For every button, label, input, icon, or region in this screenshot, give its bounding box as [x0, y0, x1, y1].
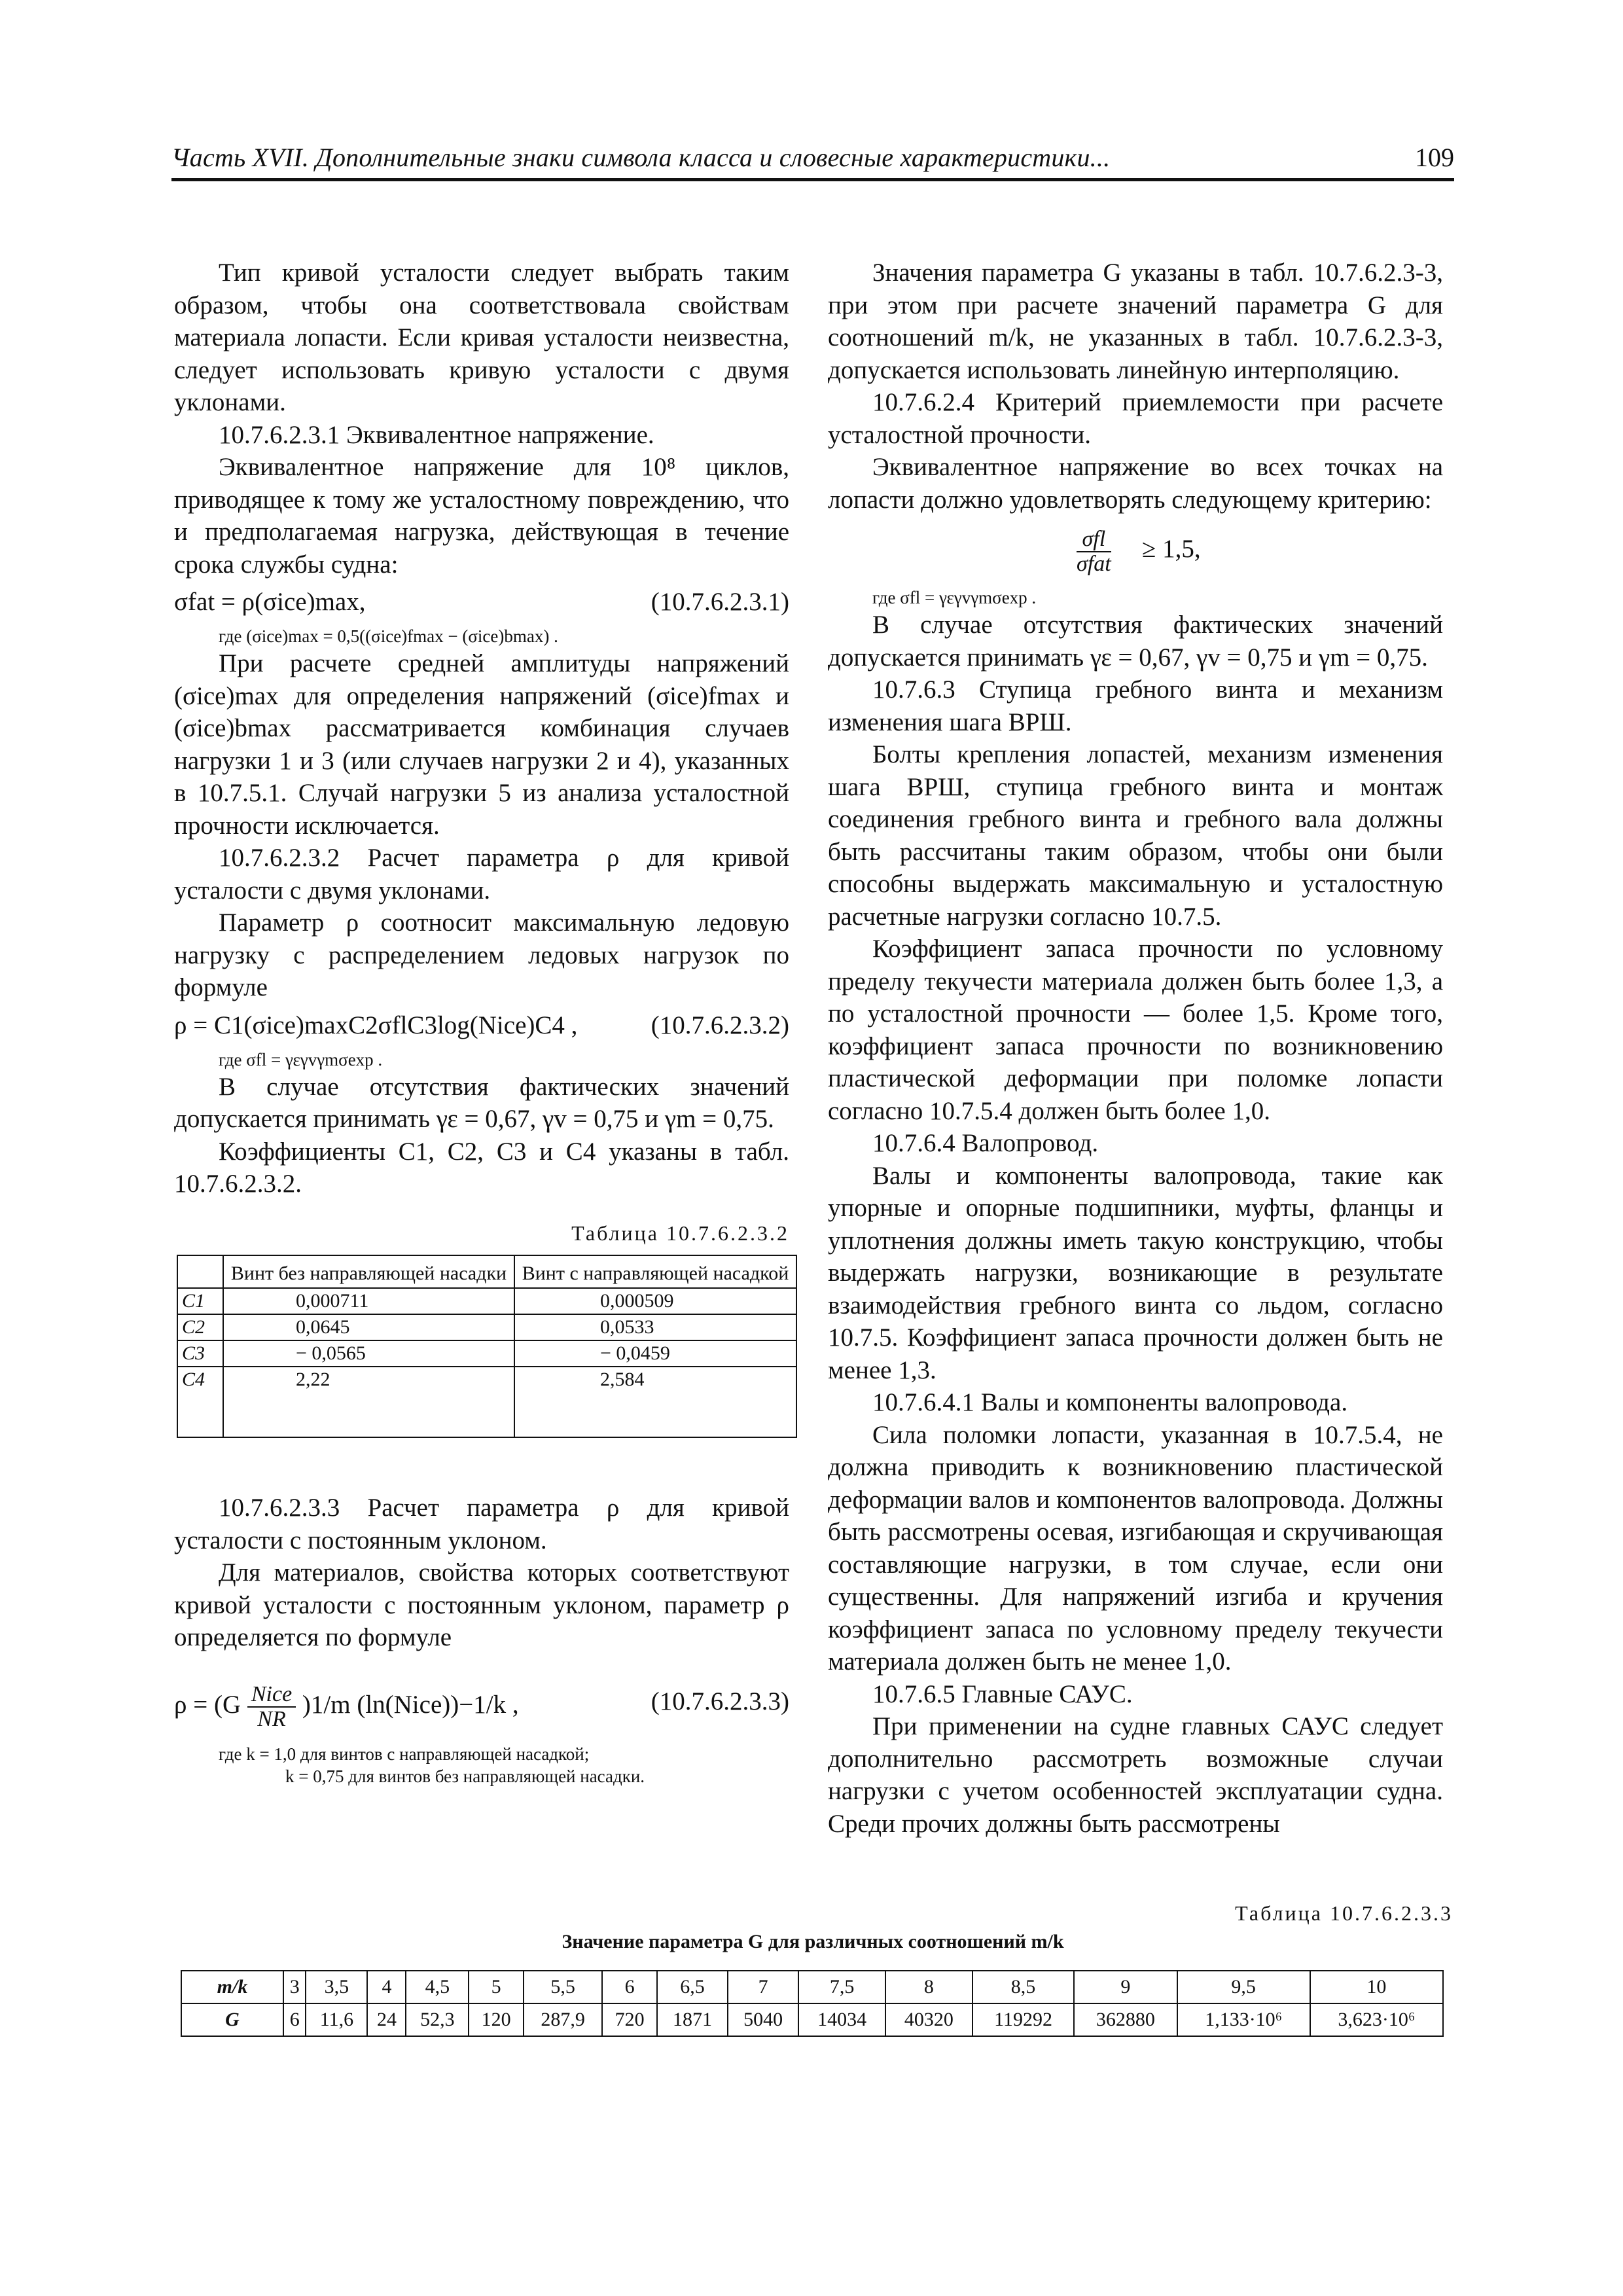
criterion-rhs: ≥ 1,5,	[1142, 535, 1201, 563]
formula-where: где k = 1,0 для винтов с направляющей насадкой;	[219, 1744, 590, 1764]
equation-number: (10.7.6.2.3.3)	[651, 1687, 789, 1715]
table-cell: 8	[885, 1971, 972, 2003]
table-cell: 287,9	[524, 2003, 602, 2036]
paragraph: Параметр ρ соотносит максимальную ледовую нагрузку с распределением ледовых нагрузок по формуле	[174, 908, 789, 1001]
table-header: Винт без направляющей насадки	[223, 1255, 514, 1288]
paragraph: В случае отсутствия фактических значений допускается принимать γε = 0,67, γv = 0,75 и γm = 0,75.	[174, 1072, 789, 1133]
section-heading: 10.7.6.2.3.3 Расчет параметра ρ для кривой усталости с постоянным уклоном.	[174, 1494, 789, 1554]
page-header	[171, 137, 1454, 181]
table-cell: 2,584	[514, 1367, 796, 1437]
table-cell: 40320	[885, 2003, 972, 2036]
table-cell: − 0,0565	[223, 1340, 514, 1367]
paragraph: Тип кривой усталости следует выбрать таким образом, чтобы она соответствовала свойствам материала лопасти. Если кривая усталости неизвестна, следует использовать кривую усталости с двумя уклонами.	[174, 259, 789, 416]
table-cell: 4,5	[406, 1971, 469, 2003]
formula-10-7-6-2-3-1	[174, 586, 789, 622]
formula-10-7-6-2-3-3	[174, 1668, 789, 1740]
section-heading: 10.7.6.4 Валопровод.	[872, 1129, 1099, 1157]
paragraph: Коэффициенты C1, C2, C3 и C4 указаны в табл. 10.7.6.2.3.2.	[174, 1137, 789, 1198]
table-cell: 5,5	[524, 1971, 602, 2003]
section-heading: 10.7.6.4.1 Валы и компоненты валопровода.	[872, 1388, 1348, 1416]
paragraph: Коэффициент запаса прочности по условному пределу текучести материала должен быть более 1,3, а по усталостной прочности — более 1,5. Кроме того, коэффициент запаса прочности по возникновению пластической деформации при поломке лопасти согласно 10.7.5.4 должен быть более 1,0.	[828, 935, 1443, 1125]
formula-expression	[174, 1683, 519, 1731]
section-heading: 10.7.6.2.3.2 Расчет параметра ρ для кривой усталости с двумя уклонами.	[174, 844, 789, 905]
paragraph: Значения параметра G указаны в табл. 10.7.6.2.3-3, при этом при расчете значений параметра G для соотношений m/k, не указанных в табл. 10.7.6.2.3-3, допускается использовать линейную интерполяцию.	[828, 259, 1443, 384]
table-cell: 362880	[1074, 2003, 1177, 2036]
table-cell: 9	[1074, 1971, 1177, 2003]
table-header: Винт с направляющей насадкой	[514, 1255, 796, 1288]
table-cell: 4	[367, 1971, 406, 2003]
paragraph: В случае отсутствия фактических значений допускается принимать γε = 0,67, γv = 0,75 и γm = 0,75.	[828, 611, 1443, 672]
table-cell: C2	[177, 1314, 223, 1340]
paragraph: Для материалов, свойства которых соответствуют кривой усталости с постоянным уклоном, параметр ρ определяется по формуле	[174, 1558, 789, 1651]
fraction	[247, 1683, 296, 1731]
table-cell: 14034	[798, 2003, 885, 2036]
table-cell: 11,6	[306, 2003, 367, 2036]
table-header-empty	[177, 1255, 223, 1288]
table-cell: 52,3	[406, 2003, 469, 2036]
table-title: Значение параметра G для различных соотношений m/k	[562, 1931, 1064, 1952]
section-heading: 10.7.6.2.3.1 Эквивалентное напряжение.	[219, 420, 654, 449]
table-row	[181, 1971, 1443, 2003]
paragraph: Сила поломки лопасти, указанная в 10.7.5.4, не должна приводить к возникновению пластической деформации валов и компонентов валопровода. Должны быть рассмотрены осевая, изгибающая и скручивающая составляющие нагрузки, в том случае, если они существенны. Для напряжений изгиба и кручения коэффициент запаса по условному пределу текучести материала должен быть не менее 1,0.	[828, 1420, 1443, 1676]
table-cell: 119292	[972, 2003, 1075, 2036]
paragraph: Эквивалентное напряжение для 10⁸ циклов, приводящее к тому же усталостному повреждению, что и предполагаемая нагрузка, действующая в течение срока службы судна:	[174, 453, 789, 579]
table-row	[177, 1288, 796, 1314]
table-row	[177, 1340, 796, 1367]
table-cell: 24	[367, 2003, 406, 2036]
paragraph: Эквивалентное напряжение во всех точках на лопасти должно удовлетворять следующему критерию:	[828, 453, 1443, 514]
paragraph: При расчете средней амплитуды напряжений (σice)max для определения напряжений (σice)fmax и (σice)bmax рассматривается комбинация случаев нагрузки 1 и 3 (или случаев нагрузки 2 и 4), указанных в 10.7.5.1. Случай нагрузки 5 из анализа усталостной прочности исключается.	[174, 649, 789, 840]
table-row	[177, 1314, 796, 1340]
formula-where: где (σice)max = 0,5((σice)fmax − (σice)bmax) .	[219, 626, 558, 646]
g-parameter-table	[181, 1970, 1444, 2037]
table-row	[181, 2003, 1443, 2036]
formula-where: где σfl = γεγvγmσexp .	[872, 588, 1037, 607]
table-cell: C3	[177, 1340, 223, 1367]
table-cell: 3,623·10⁶	[1310, 2003, 1443, 2036]
equation-number: (10.7.6.2.3.2)	[651, 1011, 789, 1039]
table-cell: 7	[728, 1971, 798, 2003]
table-cell: 9,5	[1177, 1971, 1310, 2003]
page-number: 109	[1415, 143, 1454, 172]
table-cell: 1,133·10⁶	[1177, 2003, 1310, 2036]
table-cell: 6,5	[657, 1971, 728, 2003]
fraction-denominator: NR	[257, 1706, 286, 1731]
formula-lhs: ρ = (G	[174, 1690, 241, 1719]
fraction-numerator: σfl	[1077, 528, 1111, 552]
formula-expression: σfat = ρ(σice)max,	[174, 588, 366, 616]
table-cell: 0,0645	[223, 1314, 514, 1340]
row-label: G	[181, 2003, 283, 2036]
table-caption: Таблица 10.7.6.2.3.3	[1235, 1901, 1453, 1925]
criterion-formula	[828, 521, 1443, 586]
right-column	[828, 257, 1443, 1840]
fraction-numerator: Nice	[247, 1683, 296, 1708]
table-cell: 120	[469, 2003, 524, 2036]
fraction	[1077, 528, 1111, 576]
table-cell: 5040	[728, 2003, 798, 2036]
table-cell: 0,0533	[514, 1314, 796, 1340]
left-column	[174, 257, 789, 1787]
fraction-denominator: σfat	[1077, 552, 1111, 576]
paragraph: Валы и компоненты валопровода, такие как упорные и опорные подшипники, муфты, фланцы и уплотнения должны иметь такую конструкцию, чтобы выдержать нагрузки, возникающие в результате взаимодействия гребного винта со льдом, согласно 10.7.5. Коэффициент запаса прочности должен быть не менее 1,3.	[828, 1161, 1443, 1384]
equation-number: (10.7.6.2.3.1)	[651, 588, 789, 616]
table-cell: 720	[602, 2003, 657, 2036]
table-cell: 6	[283, 2003, 306, 2036]
table-cell: 10	[1310, 1971, 1443, 2003]
paragraph: При применении на судне главных САУС следует дополнительно рассмотреть возможные случаи нагрузки с учетом особенностей эксплуатации судна. Среди прочих должны быть рассмотрены	[828, 1712, 1443, 1838]
table-cell: C1	[177, 1288, 223, 1314]
coefficients-table	[177, 1255, 797, 1438]
table-cell: 0,000711	[223, 1288, 514, 1314]
table-row	[177, 1367, 796, 1437]
table-cell: 7,5	[798, 1971, 885, 2003]
paragraph: Болты крепления лопастей, механизм изменения шага ВРШ, ступица гребного винта и монтаж соединения гребного винта и гребного вала должны быть рассчитаны таким образом, чтобы они были способны выдержать максимальную и усталостную расчетные нагрузки согласно 10.7.5.	[828, 740, 1443, 931]
table-cell: − 0,0459	[514, 1340, 796, 1367]
header-title: Часть XVII. Дополнительные знаки символа класса и словесные характеристики...	[171, 143, 1111, 172]
table-caption: Таблица 10.7.6.2.3.2	[571, 1221, 789, 1245]
formula-where: k = 0,75 для винтов без направляющей насадки.	[285, 1766, 645, 1786]
table-cell: 5	[469, 1971, 524, 2003]
table-cell: 0,000509	[514, 1288, 796, 1314]
formula-where: где σfl = γεγvγmσexp .	[219, 1049, 383, 1069]
table-cell: 1871	[657, 2003, 728, 2036]
formula-rhs: )1/m (ln(Nice))−1/k ,	[302, 1690, 519, 1719]
section-heading: 10.7.6.2.4 Критерий приемлемости при расчете усталостной прочности.	[828, 388, 1443, 449]
formula-expression: ρ = C1(σice)maxC2σflC3log(Nice)C4 ,	[174, 1011, 578, 1039]
table-cell: 6	[602, 1971, 657, 2003]
table-cell: 8,5	[972, 1971, 1075, 2003]
table-cell: C4	[177, 1367, 223, 1437]
table-cell: 2,22	[223, 1367, 514, 1437]
section-heading: 10.7.6.5 Главные САУС.	[872, 1679, 1133, 1708]
section-heading: 10.7.6.3 Ступица гребного винта и механизм изменения шага ВРШ.	[828, 675, 1443, 736]
table-cell: 3	[283, 1971, 306, 2003]
table-cell: 3,5	[306, 1971, 367, 2003]
row-label: m/k	[181, 1971, 283, 2003]
formula-10-7-6-2-3-2	[174, 1009, 789, 1046]
